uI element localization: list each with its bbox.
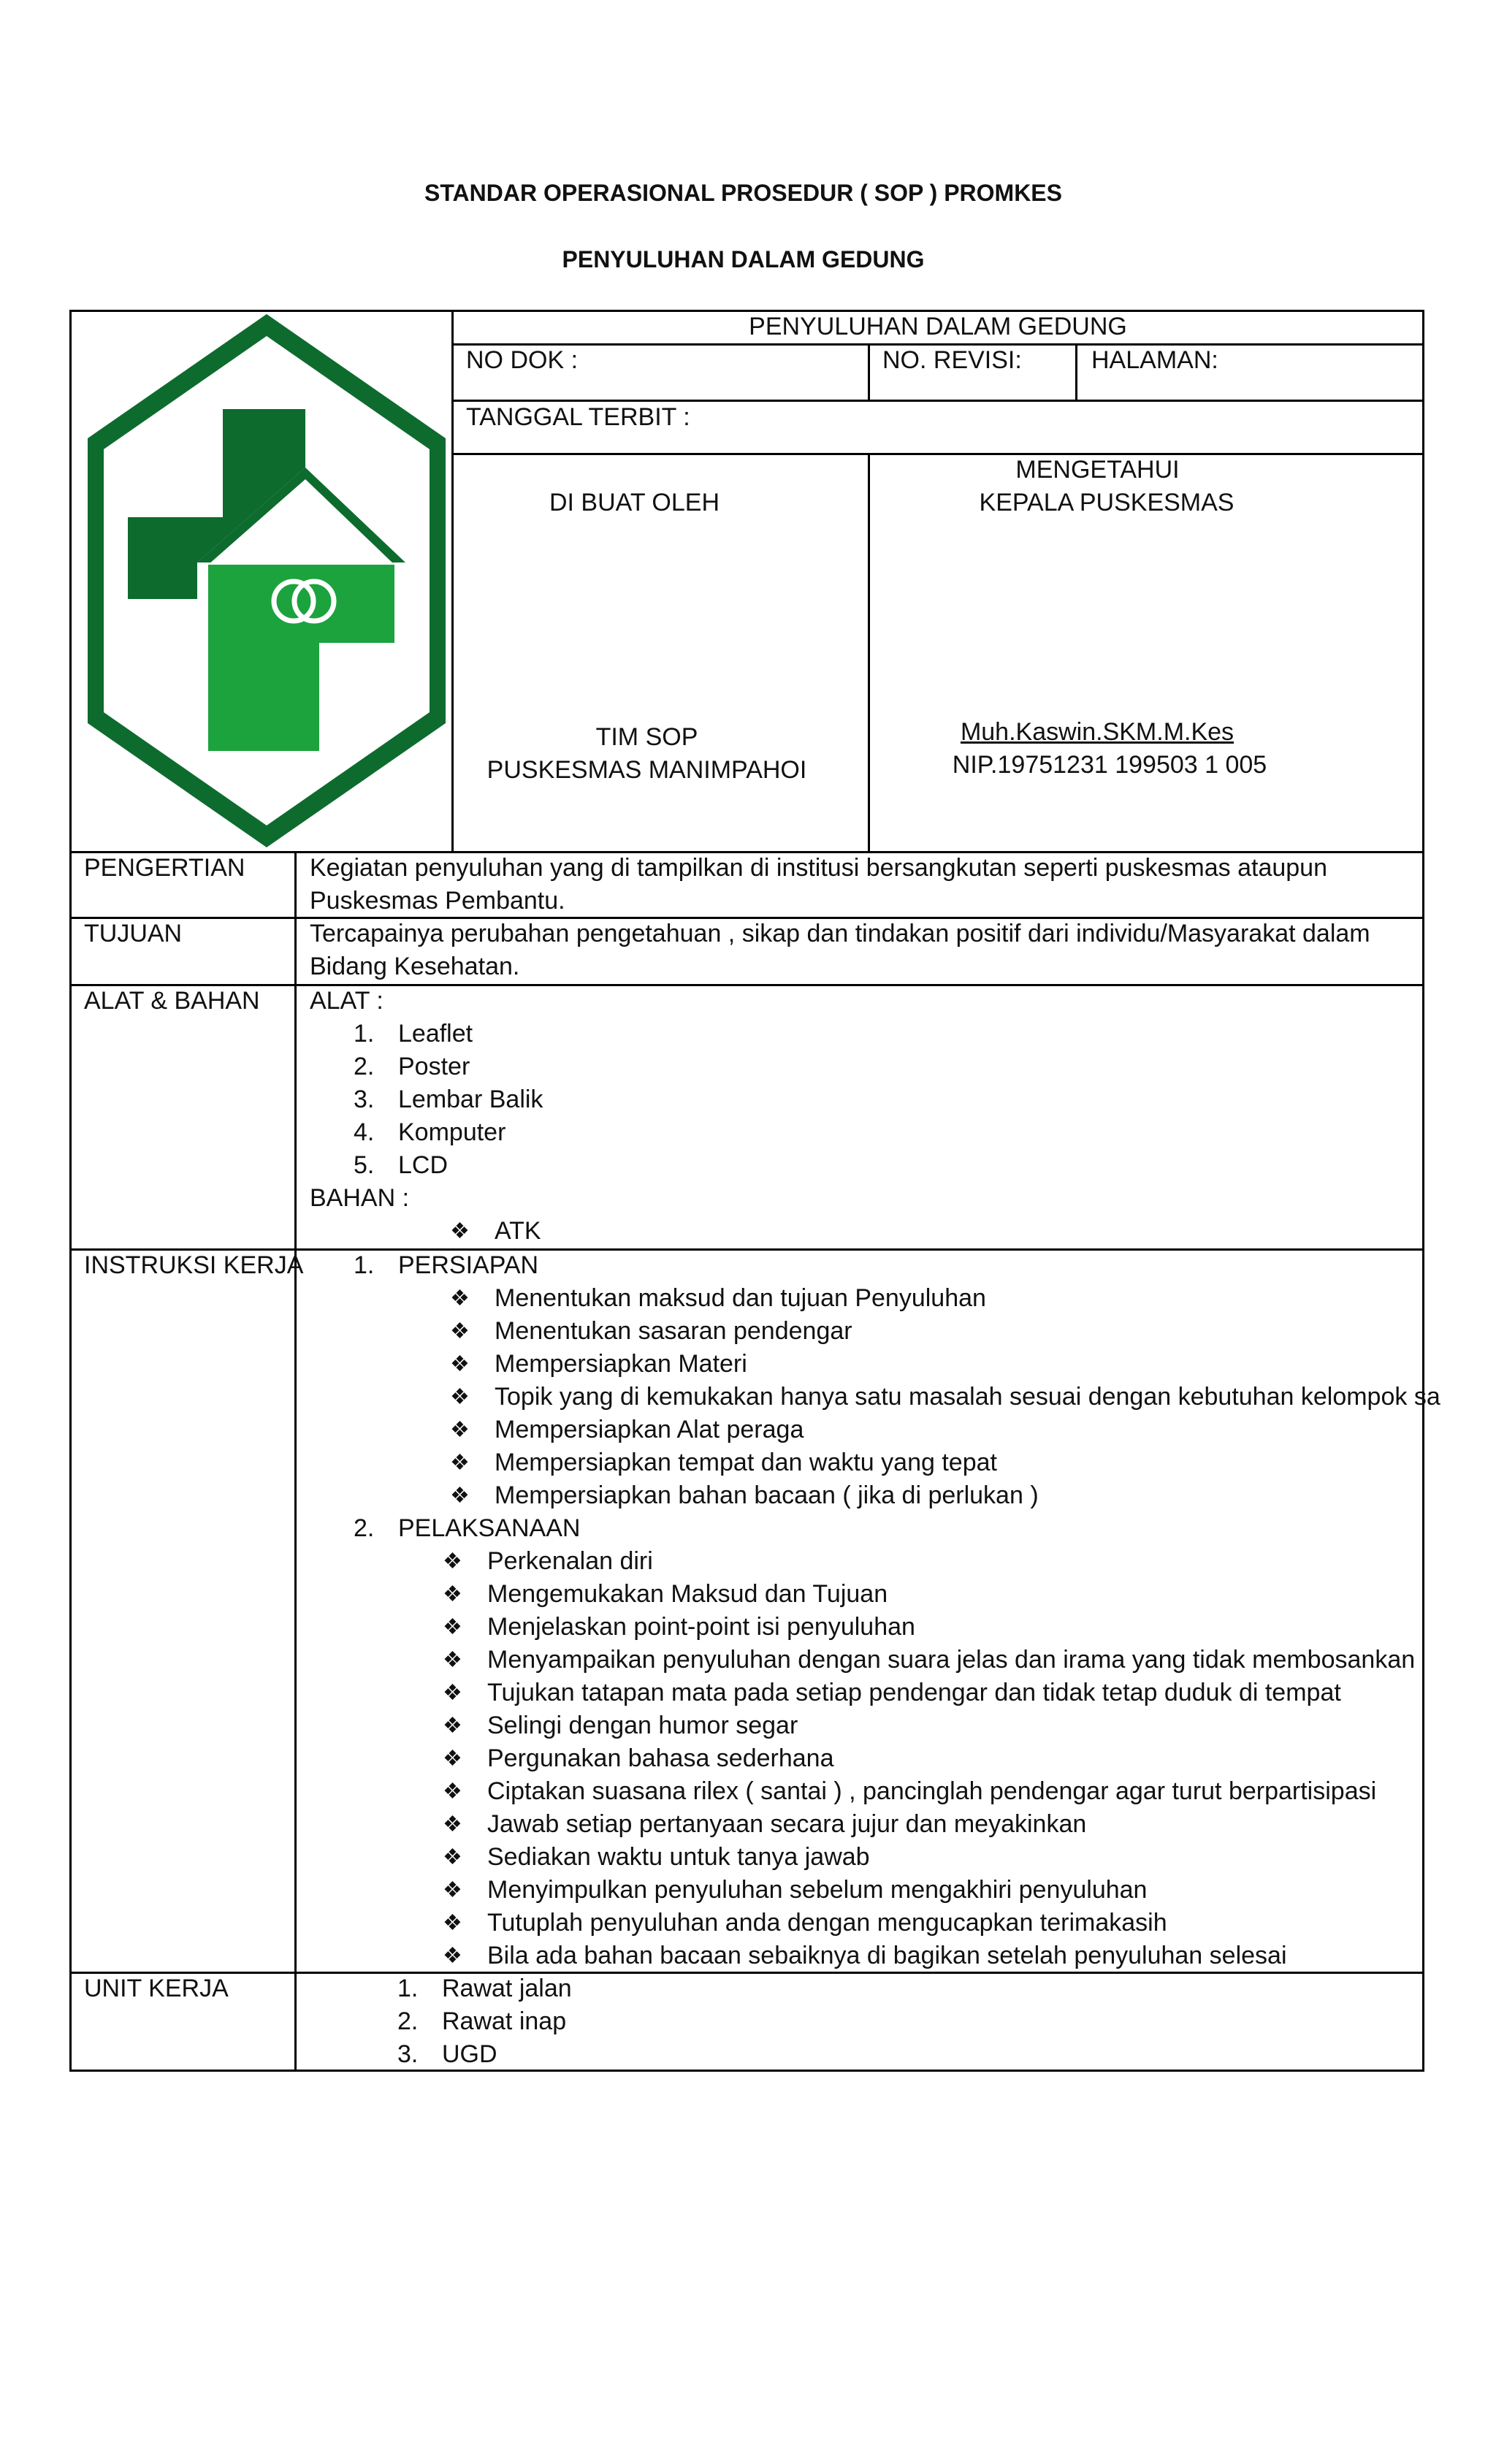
diamond-bullet-icon: ❖ — [443, 1714, 462, 1738]
diamond-bullet-icon: ❖ — [443, 1944, 462, 1968]
list-item-number: 5. — [354, 1151, 375, 1179]
diamond-bullet-icon: ❖ — [443, 1780, 462, 1804]
instruksi-kerja-label: INSTRUKSI KERJA — [84, 1251, 304, 1279]
list-item-text: Poster — [398, 1053, 470, 1080]
persiapan-heading: PERSIAPAN — [398, 1251, 539, 1279]
diamond-bullet-icon: ❖ — [443, 1845, 462, 1869]
diamond-bullet-icon: ❖ — [443, 1878, 462, 1902]
list-item-number: 3. — [354, 1086, 375, 1113]
diamond-bullet-icon: ❖ — [443, 1615, 462, 1639]
tim-sop-label: TIM SOP — [595, 723, 698, 751]
list-item-text: Jawab setiap pertanyaan secara jujur dan meyakinkan — [487, 1810, 1087, 1838]
list-item-text: Mempersiapkan tempat dan waktu yang tepat — [495, 1449, 997, 1476]
list-item-text: Pergunakan bahasa sederhana — [487, 1744, 834, 1772]
tujuan-text-line2: Bidang Kesehatan. — [310, 953, 520, 980]
diamond-bullet-icon: ❖ — [450, 1286, 470, 1311]
list-item-number: 2. — [397, 2007, 419, 2035]
diamond-bullet-icon: ❖ — [443, 1911, 462, 1935]
list-item-text: Tujukan tatapan mata pada setiap pendengar dan tidak tetap duduk di tempat — [487, 1679, 1341, 1706]
tujuan-label: TUJUAN — [84, 920, 183, 947]
list-item-text: Leaflet — [398, 1020, 473, 1048]
list-item-text: Selingi dengan humor segar — [487, 1712, 798, 1739]
mengetahui-label: MENGETAHUI — [1015, 456, 1180, 484]
halaman-label: HALAMAN: — [1091, 346, 1218, 374]
diamond-bullet-icon: ❖ — [443, 1812, 462, 1836]
list-item-text: UGD — [442, 2040, 497, 2068]
list-item-number: 1. — [354, 1020, 375, 1048]
no-revisi-label: NO. REVISI: — [882, 346, 1022, 374]
diamond-bullet-icon: ❖ — [450, 1418, 470, 1442]
list-item-text: Menyampaikan penyuluhan dengan suara jelas dan irama yang tidak membosankan — [487, 1646, 1416, 1674]
bahan-label: BAHAN : — [310, 1184, 410, 1212]
list-item-text: Menentukan maksud dan tujuan Penyuluhan — [495, 1284, 986, 1312]
list-item-text: Ciptakan suasana rilex ( santai ) , pancinglah pendengar agar turut berpartisipasi — [487, 1777, 1377, 1805]
document-subtitle: PENYULUHAN DALAM GEDUNG — [562, 246, 925, 272]
list-item-text: Bila ada bahan bacaan sebaiknya di bagikan setelah penyuluhan selesai — [487, 1942, 1287, 1969]
puskesmas-name: PUSKESMAS MANIMPAHOI — [486, 756, 807, 784]
diamond-bullet-icon: ❖ — [450, 1319, 470, 1343]
list-item-text: Rawat inap — [442, 2007, 567, 2035]
persiapan-number: 1. — [354, 1251, 375, 1279]
diamond-bullet-icon: ❖ — [443, 1747, 462, 1771]
list-item-text: Rawat jalan — [442, 1975, 572, 2002]
list-item-text: Sediakan waktu untuk tanya jawab — [487, 1843, 870, 1871]
list-item-text: Perkenalan diri — [487, 1547, 653, 1575]
pengertian-label: PENGERTIAN — [84, 854, 245, 882]
list-item-number: 3. — [397, 2040, 419, 2068]
diamond-bullet-icon: ❖ — [450, 1219, 470, 1243]
list-item-text: Menjelaskan point-point isi penyuluhan — [487, 1613, 915, 1641]
tujuan-text-line1: Tercapainya perubahan pengetahuan , sikap dan tindakan positif dari individu/Masyarakat dalam — [310, 920, 1370, 947]
diamond-bullet-icon: ❖ — [450, 1451, 470, 1475]
list-item-text: Mempersiapkan Materi — [495, 1350, 747, 1378]
kepala-label: KEPALA PUSKESMAS — [979, 489, 1234, 516]
list-item-number: 4. — [354, 1118, 375, 1146]
list-item-text: Lembar Balik — [398, 1086, 543, 1113]
list-item-text: Tutuplah penyuluhan anda dengan mengucapkan terimakasih — [487, 1909, 1167, 1937]
list-item-text: Mengemukakan Maksud dan Tujuan — [487, 1580, 888, 1608]
list-item-text: Mempersiapkan bahan bacaan ( jika di perlukan ) — [495, 1481, 1039, 1509]
puskesmas-logo — [80, 310, 453, 851]
pelaksanaan-number: 2. — [354, 1514, 375, 1542]
list-item-number: 1. — [397, 1975, 419, 2002]
pengertian-text-line2: Puskesmas Pembantu. — [310, 887, 565, 915]
alat-bahan-label: ALAT & BAHAN — [84, 987, 260, 1015]
header-heading: PENYULUHAN DALAM GEDUNG — [749, 313, 1127, 340]
list-item-text: Menentukan sasaran pendengar — [495, 1317, 852, 1345]
list-item-text: LCD — [398, 1151, 449, 1179]
list-item-text: Komputer — [398, 1118, 506, 1146]
diamond-bullet-icon: ❖ — [450, 1352, 470, 1376]
list-item-number: 2. — [354, 1053, 375, 1080]
diamond-bullet-icon: ❖ — [450, 1385, 470, 1409]
diamond-bullet-icon: ❖ — [443, 1648, 462, 1672]
pengertian-text-line1: Kegiatan penyuluhan yang di tampilkan di institusi bersangkutan seperti puskesmas ataupun — [310, 854, 1328, 882]
signer-nip: NIP.19751231 199503 1 005 — [952, 751, 1267, 779]
diamond-bullet-icon: ❖ — [443, 1681, 462, 1705]
pelaksanaan-heading: PELAKSANAAN — [398, 1514, 581, 1542]
tanggal-terbit-label: TANGGAL TERBIT : — [466, 403, 690, 431]
unit-kerja-label: UNIT KERJA — [84, 1975, 229, 2002]
list-item-text: Topik yang di kemukakan hanya satu masalah sesuai dengan kebutuhan kelompok sa — [495, 1383, 1440, 1411]
no-dok-label: NO DOK : — [466, 346, 579, 374]
list-item-text: ATK — [495, 1217, 541, 1245]
diamond-bullet-icon: ❖ — [450, 1484, 470, 1508]
dibuat-oleh-label: DI BUAT OLEH — [549, 489, 720, 516]
signer-name: Muh.Kaswin.SKM.M.Kes — [960, 718, 1234, 746]
list-item-text: Mempersiapkan Alat peraga — [495, 1416, 804, 1443]
diamond-bullet-icon: ❖ — [443, 1549, 462, 1574]
diamond-bullet-icon: ❖ — [443, 1582, 462, 1606]
list-item-text: Menyimpulkan penyuluhan sebelum mengakhiri penyuluhan — [487, 1876, 1148, 1904]
document-title: STANDAR OPERASIONAL PROSEDUR ( SOP ) PROMKES — [424, 180, 1062, 206]
alat-label: ALAT : — [310, 987, 383, 1015]
